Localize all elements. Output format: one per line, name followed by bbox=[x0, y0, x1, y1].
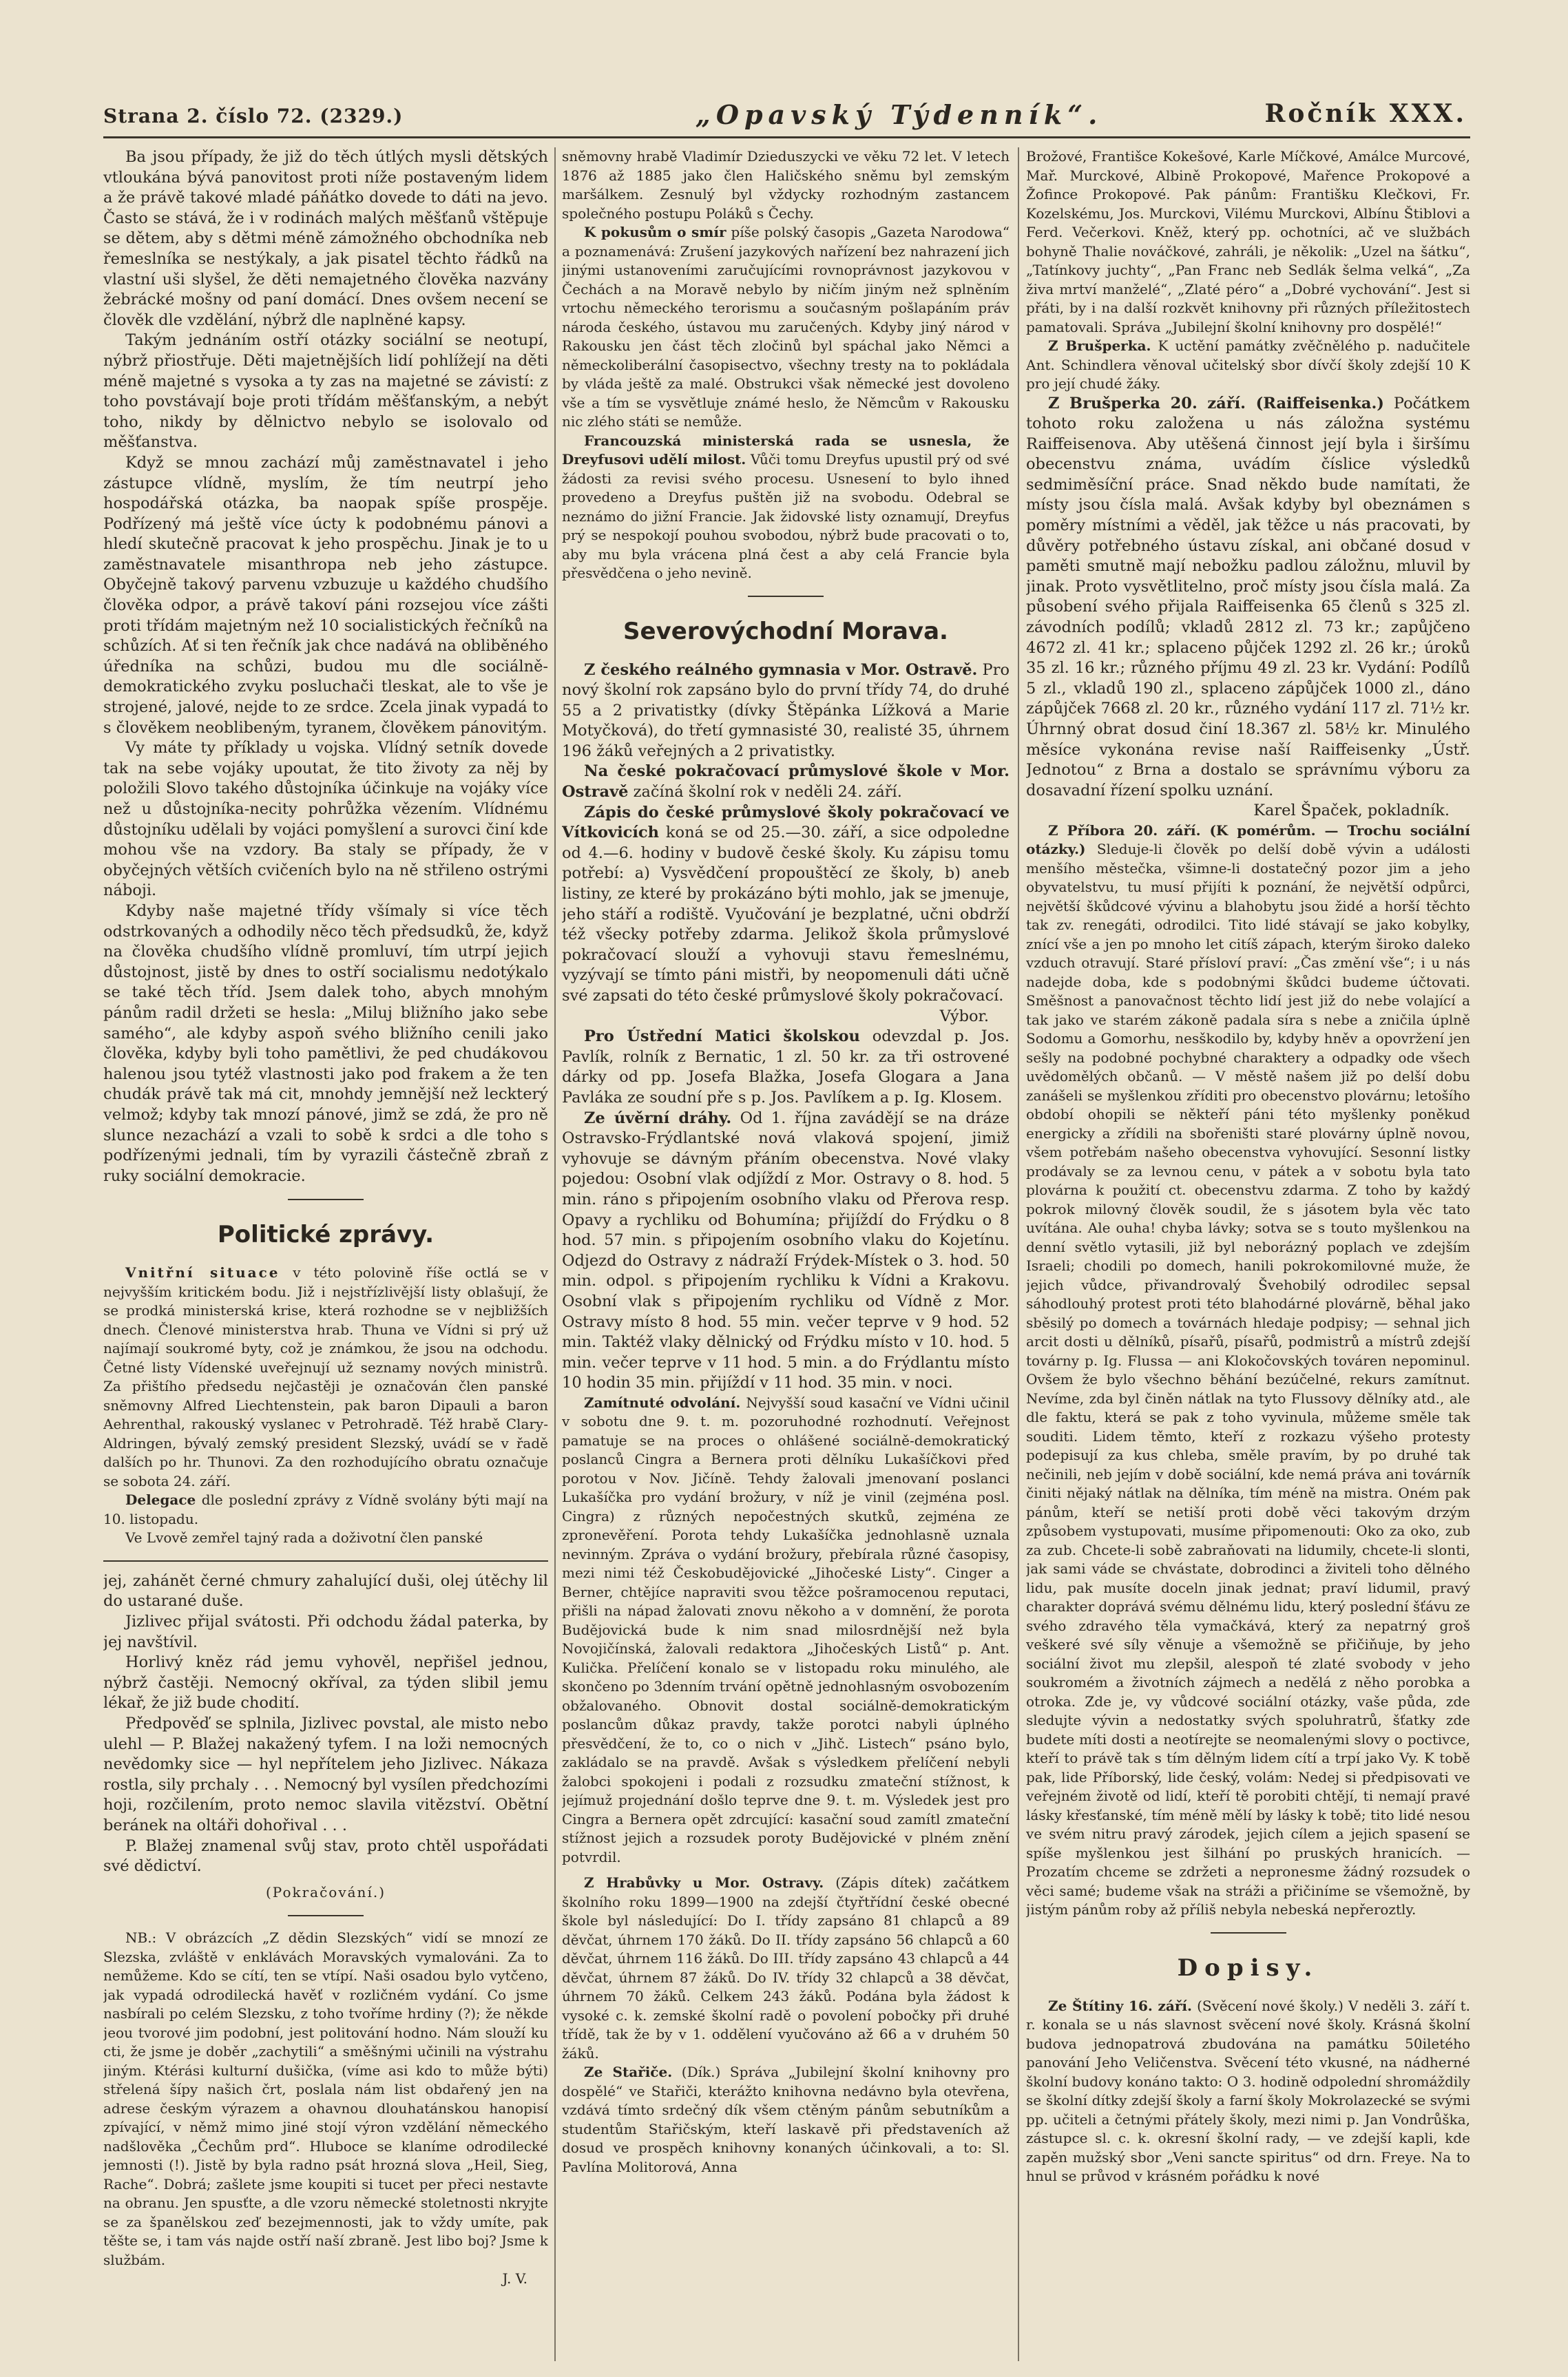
editor-note: NB.: V obrázcích „Z dědin Slezských“ vidí se mnozí ze Slezska, zvláště v enklávách Moravských vymalováni. Za to nemůžeme. Kdo se cítí, ten se vtípí. Naši osadou bylo vytčeno, jak vypadá odrodilecká havěť v rozličném vydání. Co jsme nasbírali po celém Slezsku, z toho tvoříme hrdiny (?); že někde jeou tvorové jim podobní, jest politování hodno. Nám slouží ku cti, že jsme je doběr „zachytili“ a směšnými učinili na výstrahu jiným. Ktérási kulturní dušička, (víme asi kdo to může býti) střelená šípy našich črt, poslala nám list obdařený jen na adrese českým výrazem a ohavnou dlouhatánskou hanopisí zpívající, v němž mimo jiné stojí výron vzdělání německého nadšlověka „Čechům prd“. Hluboce se klaníme odrodilecké jemnosti (!). Jistě by byla radno psát hrozná slova „Heil, Sieg, Rache“. Dobrá; zašlete jsme koupiti si tucet per přeci nestavte na obranu. Jen spusťte, a dle vzoru německé stoletnosti nkryjte se za španělskou zeď bezejmennosti, jak to vždy umíte, pak těšte se, i tam vás najde ostří naší zbraně. Jest libo boj? Jsme k službám. bbox=[103, 1929, 548, 2268]
article-paragraph: Kdyby naše majetné třídy všímaly si více těch odstrkovaných a odhodily něco těch předsudků, že, když na člověka chudšího vlídně promluví, tím utrpí jejich důstojnost, jistě by dnes to ostří socialismu nedotýkalo se také těch tříd. Jsem dalek toho, abych mnohým pánům radil držeti se hesla: „Miluj bližního jako sebe samého“, ale kdyby aspoň svého bližního cenili jako člověka, kdyby byli toho pamětlivi, že ped chudákovou halenou jsou tytéž vlastnosti jako pod frakem a že ten chudák právě tak má cit, mnohdy jemnější než leckterý velmož; kdyby tak mnozí pánové, jimž se zdá, že pro ně slunce nezachází a vzali to sobě k srdci a dle toho s podřízenými jednali, tím by vyrazili částečně zbraň z ruky sociální demokracie. bbox=[103, 901, 548, 1185]
column-1 bbox=[103, 147, 548, 2365]
news-item bbox=[1026, 394, 1470, 802]
news-item-lead: Delegace bbox=[125, 1491, 196, 1509]
news-item-lead: Francouzská ministerská rada se usnesla, že Dreyfusovi udělí milost. bbox=[562, 432, 1010, 468]
news-item bbox=[562, 660, 1010, 762]
news-item-lead: Z Příbora 20. září. (K pomérům. — Trochu sociální otázky.) bbox=[1026, 821, 1470, 858]
news-item: Ve Lvově zemřel tajný rada a doživotní člen panské bbox=[125, 1529, 483, 1547]
column-separator bbox=[1018, 147, 1019, 2361]
news-item-text: (Svěcení nové školy.) V neděli 3. září t. r. konala se u nás slavnost svěcení nové školy. Krásná školní budova jednopatrová zbudována na památku 50iletého panování Jeho Veličenstva. Svěcení této vkusné, na nádherné školní budovy konáno takto: O 3. hodině odpolední shromáždily se školní dítky zdejší školy a farní školy Mokrolazecké se svými pp. učiteli a četnými přátely školy, mezi nimi p. Jan Vondrůška, zástupce sl. c. k. okresní školní rady, — ve zdejší kapli, kde zapěn mužský sbor „Veni sancte spiritus“ od drn. Freye. Na to hnul se průvod v krásném pořádku k nové bbox=[1026, 1997, 1470, 2185]
news-item-text: dle poslední zprávy z Vídně svolány býti mají na 10. listopadu. bbox=[103, 1491, 548, 1527]
news-item bbox=[562, 223, 1010, 432]
item-signature: Výbor. bbox=[939, 1007, 989, 1025]
volume-number: Ročník XXX. bbox=[1264, 99, 1467, 128]
news-item-lead: K pokusům o smír bbox=[584, 224, 726, 240]
news-item bbox=[562, 2063, 1010, 2177]
newspaper-title: „Opavský Týdenník“. bbox=[696, 99, 1103, 130]
column-2 bbox=[562, 147, 1010, 2365]
serial-paragraph: jej, zahánět černé chmury zahalující duši, olej útěchy lil do ustarané duše. bbox=[103, 1571, 548, 1611]
article-paragraph: Vy máte ty příklady u vojska. Vlídný setník dovede tak na sebe vojáky upoutat, že tito životy za něj by položili Slovo takého důstojníka účinkuje na vojáky více než u důstojníka-necity pohrůžka vězením. Vlídnému důstojníku udělali by vojáci pomyšlení a surovci činí kde mohou vše na vzdory. Ba staly se případy, že v obyčejných větších cvičeních bylo na ně střileno ostrými náboji. bbox=[103, 739, 548, 900]
news-item-text: odevzdal p. Jos. Pavlík, rolník z Bernatic, 1 zl. 50 kr. za tři ostrovené dárky od pp. Josefa Blažka, Josefa Glogara a Jana Pavláka ze soudní pře s p. Jos. Pavlíkem a p. Ig. Klosem. bbox=[562, 1027, 1010, 1107]
news-item bbox=[562, 803, 1010, 1007]
news-item-text: (Zápis dítek) začátkem školního roku 1899—1900 na zdejší čtyřtřídní české obecné škole byl následující: Do I. třídy zapsáno 81 chlapců a 89 děvčat, úhrnem 170 žáků. Do II. třídy zapsáno 56 chlapců a 60 děvčat, úhrnem 116 žáků. Do III. třídy zapsáno 43 chlapců a 44 děvčat, úhrnem 87 žáků. Do IV. třídy 32 chlapců a 38 děvčat, úhrnem 70 žáků. Celkem 243 žáků. Podána byla žádost k vysoké c. k. zemské školní radě o povolení pobočky při druhé třídě, tak že by v 1. oddělení vyučováno až 66 a v druhém 50 žáků. bbox=[562, 1874, 1010, 2062]
news-item-lead: Z Brušperka. bbox=[1048, 337, 1151, 354]
header-rule bbox=[103, 136, 1470, 138]
news-item: Brožové, Františce Kokešové, Karle Míčkové, Amálce Murcové, Mař. Murckové, Albině Prokopové, Mařence Prokopové a Žofince Prokopové. Pak pánům: Františku Klečkovi, Fr. Kozelskému, Jos. Murckovi, Vilému Murckovi, Albínu Štiblovi a Ferd. Večerkovi. Kněž, který pp. ochotníci, ač ve službách bohyně Thalie nováčkové, zahráli, je několik: „Uzel na šátku“, „Tatínkovy juchty“, „Pan Franc neb Sedlák šelma velká“, „Za živa mrtví manželé“, „Zlaté péro“ a „Dobré vychování“. Jest si přáti, by i na další rozkvět knihovny při různých příležitostech pamatovali. Správa „Jubilejní školní knihovny pro dospělé!“ bbox=[1026, 148, 1470, 335]
page-number: Strana 2. číslo 72. (2329.) bbox=[103, 105, 404, 127]
news-item-lead: Vnitřní situace bbox=[125, 1264, 280, 1281]
section-title-politics: Politické zprávy. bbox=[217, 1221, 435, 1249]
divider bbox=[103, 1560, 548, 1562]
news-item bbox=[562, 432, 1010, 583]
column-3 bbox=[1026, 147, 1470, 2365]
news-item: sněmovny hrabě Vladimír Dzieduszycki ve věku 72 let. V letech 1876 až 1885 jako člen Haličského sněmu byl zemským maršálkem. Zesnulý byl vždycky rozhodným zastancem společného postupu Poláků s Čechy. bbox=[562, 148, 1010, 222]
news-item-lead: Zamítnuté odvolání. bbox=[584, 1394, 741, 1411]
news-item-lead: Z Brušperka 20. září. (Raiffeisenka.) bbox=[1048, 394, 1384, 412]
news-item bbox=[1026, 821, 1470, 1920]
news-item-lead: Ze Stařiče. bbox=[584, 2064, 673, 2081]
news-item bbox=[103, 1264, 548, 1491]
news-item-text: koná se od 25.—30. září, a sice odpoledne od 4.—6. hodiny v budově české školy. Ku zápisu tomu potřebí: a) Vysvědčení propouštěcí ze školy, b) aneb listiny, ze které by prokázáno býti mohlo, jak se jmenuje, jeho stáří a rodiště. Vyučování je bezplatné, učni obdrží též všecky potřeby zdarma. Jelikož škola průmyslové pokračovací slouží a vyhovuji stavu řemeslnému, vyzývají se tímto páni mistři, by neopomenuli dáti učně své zapsati do této české průmyslové školy pokračovací. bbox=[562, 824, 1010, 1005]
to-be-continued: (Pokračování.) bbox=[266, 1883, 386, 1900]
news-item-lead: Ze Štítiny 16. září. bbox=[1048, 1997, 1192, 2014]
news-item bbox=[1026, 337, 1470, 394]
news-item-text: (Dík.) Správa „Jubilejní školní knihovny pro dospělé“ ve Stařiči, kterážto knihovna nedávno byla otevřena, vzdává tímto srdečný dík všem ctěným pánům sebutníkům a studentům Stařičským, kteří laskavě při představeních až dosud ve prospěch knihovny konaných účinkovali, a to: Sl. Pavlína Molitorová, Anna bbox=[562, 2064, 1010, 2175]
news-item-text: Vůči tomu Dreyfus upustil prý od své žádosti za revisi svého procesu. Usnesení to bylo ihned provedeno a Dreyfus puštěn již na svobodu. Odebral se neznámo do jižní Francie. Jak židovské listy oznamují, Dreyfus prý se nespokojí pouhou svobodou, nýbrž bude pracovati o to, aby mu byla vrácena plná čest a aby celá Francie byla přesvědčena o jeho nevině. bbox=[562, 451, 1010, 581]
news-item bbox=[562, 1027, 1010, 1108]
serial-paragraph: Horlivý kněz rád jemu vyhověl, nepřišel jednou, nýbrž častěji. Nemocný okříval, za týden slibil jemu lékař, že již bude chodití. bbox=[103, 1653, 548, 1713]
serial-paragraph: Předpověď se splnila, Jizlivec povstal, ale misto nebo ulehl — P. Blažej nakažený tyfem. I na loži nemocných nevědomky sice — hyl nepřítelem jeho Jizlivec. Nákaza rostla, sily prchaly . . . Nemocný byl vysílen předchozími hoji, rozčilením, proto nemoc slavila vitězství. Obětní beránek na oltáři dohořival . . . bbox=[103, 1714, 548, 1834]
news-item-lead: Na české pokračovací průmyslové škole v Mor. Ostravě bbox=[562, 762, 1010, 802]
section-title-letters: Dopisy. bbox=[1177, 1954, 1319, 1982]
news-item-lead: Z českého reálného gymnasia v Mor. Ostravě. bbox=[584, 660, 978, 679]
section-title-region: Severovýchodní Morava. bbox=[623, 617, 948, 645]
news-item-text: Pro nový školní rok zapsáno bylo do první třídy 74, do druhé 55 a 2 privatistky (dívky Štěpánka Lížková a Marie Motyčková), do třetí gymnasisté 30, realisté 35, úhrnem 196 žáků veřejných a 2 privatistky. bbox=[562, 660, 1010, 760]
serial-paragraph: Jizlivec přijal svátosti. Při odchodu žádal paterka, by jej navštívil. bbox=[103, 1612, 548, 1651]
news-item-text: píše polský časopis „Gazeta Narodowa“ a poznamenává: Zrušení jazykových nařízení bez nahrazení jich jinými ustanoveními zaručujícími rovnoprávnost jazykovou v Čechách a na Moravě nebylo by ničím jiným než splněním vrtochu německého terorismu a současným pošlapáním práv národa českého, ústavou mu zaručených. Kdyby jiný národ v Rakousku jen část těch zločinů byl spáchal jako Němci a německoliberální časopisectvo, všechny tresty na to pokládala by vláda ještě za malé. Obstrukci však německé jest dovoleno vše a tím se vysvětluje známé heslo, že Němcům v Rakousku nic zlého státi se nemůže. bbox=[562, 224, 1010, 430]
news-item bbox=[562, 1874, 1010, 2063]
divider bbox=[748, 596, 824, 597]
news-item-lead: Z Hrabůvky u Mor. Ostravy. bbox=[584, 1874, 824, 1892]
divider bbox=[288, 1915, 364, 1916]
news-item bbox=[103, 1491, 548, 1529]
divider bbox=[288, 1199, 364, 1200]
news-item bbox=[562, 762, 1010, 802]
news-item bbox=[562, 1394, 1010, 1867]
news-item-text: Počátkem tohoto roku založena u nás záložna systému Raiffeisenova. Aby utěšená činnost její byla i širšímu obecenstvu známa, uvádím číslice výsledků sedmiměsíční práce. Snad někdo bude namítati, že místy jsou čísla malá. Avšak kdyby byl obeznámen s poměry místními a věděl, jak těžce u nás pracovati, by důvěry potřebného ústavu získal, ani občané dosud v paměti smutně mají nebožku padlou záložnu, mluvil by jinak. Proto vysvětlitelno, proč místy jsou čísla malá. Za působení svého přijala Raiffeisenka 65 členů s 325 zl. závodních podílů; vkladů 2812 zl. 73 kr.; zapůjčeno 4672 zl. 41 kr.; splaceno půjček 1292 zl. 26 kr.; úroků 35 zl. 16 kr.; různého příjmu 49 zl. 23 kr. Vydání: Podílů 5 zl., vkladů 190 zl., splaceno zápůjček 1000 zl., dáno zápůjček 7668 zl. 20 kr., různého vydání 117 zl. 71½ kr. Úhrnný obrat dosud činí 18.367 zl. 58½ kr. Minulého měsíce vykonána revise naší Raiffeisenky „Ústř. Jednotou“ z Brna a dostalo se správnímu výboru za dosavadní řízení spolku uznání. bbox=[1026, 394, 1470, 799]
news-item-lead: Zápis do české průmyslové školy pokračovací ve Vítkovicích bbox=[562, 803, 1010, 842]
news-item-lead: Ze úvěrní dráhy. bbox=[584, 1109, 732, 1127]
news-item-lead: Pro Ústřední Matici školskou bbox=[584, 1027, 860, 1046]
news-item-text: Od 1. října zavádějí se na dráze Ostravsko-Frýdlantské nová vlaková spojení, jimiž vyhovuje se dávným přáním obecenstva. Nové vlaky pojedou: Osobní vlak odjíždí z Mor. Ostravy o 8. hod. 5 min. ráno s připojením osobního vlaku od Přerova resp. Opavy a rychliku od Bohumína; přijíždí do Frýdku o 8 hod. 57 min. s připojením osobního vlaku do Kojetínu. Odjezd do Ostravy z nádraží Frýdek-Místek o 3. hod. 50 min. odpol. s připojením rychliku k Vídni a Krakovu. Osobní vlak s připojením rychliku od Vídně z Mor. Ostravy místo 8 hod. 55 min. večer teprve v 9 hod. 52 min. Taktéž vlaky dělnický od Frýdku místo v 10. hod. 5 min. večer teprve v 11 hod. 5 min. a do Frýdlantu místo 10 hodin 35 min. přijíždí v 11 hod. 35 min. v noci. bbox=[562, 1109, 1010, 1392]
serial-paragraph: P. Blažej znamenal svůj stav, proto chtěl uspořádati své dědictví. bbox=[103, 1836, 548, 1876]
news-item-text: v této polovině říše octlá se v nejvyšším kritickém bodu. Již i nejstřízlivější listy oblašují, že se prodká ministerská krise, která rozhodne se v nejbližších dnech. Členové ministerstva hrab. Thuna ve Vídni si prý už najímají soukromé byty, což je známkou, že jsou na odchodu. Četné listy Vídenské uveřejnují už seznamy nových ministrů. Za přištího předsedu nejčastěji je označován člen panské sněmovny Alfred Liechtenstein, pak baron Dipauli a baron Aehrenthal, rakouský vyslanec v Petrohradě. Též hrabě Clary-Aldringen, bývalý zemský president Slezský, uvádí se v řadě dalších po hr. Thunovi. Za den rozhodujícího obratu označuje se sobota 24. září. bbox=[103, 1264, 548, 1489]
news-item bbox=[562, 1109, 1010, 1394]
news-item-text: začíná školní rok v neděli 24. září. bbox=[628, 783, 902, 802]
article-paragraph: Když se mnou zachází můj zaměstnavatel i jeho zástupce vlídně, myslím, že tím neutrpí jeho hospodářská otázka, ba naopak spíše prospěje. Podřízený má ještě více úcty k podobnému pánovi a hledí skutečně pracovat k jeho prospěchu. Jinak je to u zaměstnavatele misanthropa neb jeho zástupce. Obyčejně takový parvenu vzbuzuje u každého chudšího člověka odpor, a právě takoví páni rozsejou více zášti proti třídám majetným než 10 socialistických řečníků na schůzích. Ať si ten řečník jak chce nadává na obliběného úředníka na schůzi, budou mu dle sociálně-demokratického zvyku posluchači tleskat, ale to vše je strojené, jalové, nejde to ze srdce. Zcela jinak vypadá to s člověkem neoblibeným, tyranem, člověkem pánovitým. bbox=[103, 453, 548, 737]
news-item-text: Nejvyšší soud kasační ve Vídni učinil v sobotu dne 9. t. m. pozoruhodné rozhodnutí. Veřejnost pamatuje se na proces o ohlášené sociálně-demokratický poslanců Cingra a Bernera proti dělníku Lukašíčkovi před porotou v Nov. Jičíně. Tehdy žalovali jmenovaní poslanci Lukašíčka pro vydání brožury, v níž je vinil (zejména posl. Cingra) z různých nepočestných skutků, zejména ze zpronevěření. Porota tehdy Lukašíčka jednohlasně uznala nevinným. Zpráva o vydání brožury, přebírala různé časopisy, mezi nimi též Českobudějovické „Jihočeské Listy“. Cinger a Berner, chtějíce napraviti svou těžce pošramocenou reputaci, přišli na nápad žalovati znovu někoho a v domnění, že porota Budějovická bude k nim snad milosrdnější než byla Novojičínská, žalovali redaktora „Jihočeských Listů“ p. Ant. Kulička. Přelíčení konalo se v listopadu roku minulého, ale skončeno po 3denním trvání opětně jednohlasným osvobozením obžalovaného. Obnovit dostal sociálně-demokratickým poslancům důkaz pravdy, takže porotci nabyli úplného přesvědčení, že to, co o nich v „Jihč. Listech“ psáno bylo, zakládalo se na pravdě. Avšak s výsledkem přelíčení nebyli žalobci spokojeni i podali z rozsudku zmateční stížnost, k jejímuž projednání došlo teprve dne 9. t. m. Výsledek jest pro Cingra a Bernera opět zdrcující: kasační soud zamítl zmateční stížnost jejich a rozsudek poroty Budějovické v plném znění potvrdil. bbox=[562, 1394, 1010, 1865]
article-paragraph: Takým jednáním ostří otázky sociální se neotupí, nýbrž přiostřuje. Děti majetnějších lidí pohlížejí na děti méně majetné s vysoka a ty zas na majetné se závistí: z toho povstávají boje proti třídám měšťanským, a nebýt toho, nikdy by dělnictvo nebylo se isolovalo od měšťanstva. bbox=[103, 331, 548, 452]
item-signature: Karel Špaček, pokladník. bbox=[1253, 802, 1450, 820]
note-signature: J. V. bbox=[502, 2270, 527, 2287]
divider bbox=[1211, 1932, 1286, 1934]
news-item-text: Sleduje-li člověk po delší době vývin a události menšího městečka, všimne-li dostatečný pozor jim a jeho obyvatelstvu, tu musí přijíti k poznání, že největší odpůrci, největší škůdcové vývinu a blahobytu jsou židé a horší těchto tak zv. renegáti, odrodilci. Tito lidé stávají se jako kobylky, znící vše a jen po mnoho let citíš zápach, kterým široko daleko vzduch otravují. Staré přísloví praví: „Čas změní vše“; i u nás nadejde doba, kde s podobnými škůdci budeme účtovati. Směšnost a panovačnost těchto lidí jest již do nebe volající a tak jako ve starém zákoně padala síra s nebe a zničila úplně Sodomu a Gomorhu, nesškodilo by, kdyby hněv a opovržení jen sešly na podobné pochybné charaktery a odpadky ode všech uvědomělých občanů. — V městě našem již po delší dobu zanášeli se myšlenkou zříditi pro obecenstvo plovárnu; letošího období ohopili se někteří páni této myšlenky poněkud energicky a zřídili na sbořeništi staré plovárny úplně novou, všem potřebám našeho obecenstva vyhovující. Sesonní listky prodávaly se za levnou cenu, v pátek a v sobotu byla tato plovárna k použití ct. obecenstvu zdarma. Z toho by každý pokrok milovný člověk soudil, že s jásotem byla věc tato uvítána. Ale ouha! chyba lávky; sotva se s touto myšlenkou na denní světlo vytasili, již byl neborázný poplach ve zdejším Israeli; chodili po domech, hanili pokrokomilovné muže, že jejich vůdce, přivandrovalý Švehobilý odrodilec sepsal sáhodlouhý protest proti této blahodárné plovárně, běhal jako sběsilý po domech a továrnách hledaje podpisy; — sehnal jich arcit dosti u dělníků, písařů, písařů, podmistrů a místrů zdejší továrny p. Ig. Flussa — ani Klokočovských továren nepominul. Ovšem že bylo všechno běhání bezúčelné, rekurs zamítnut. Nevíme, zda byl činěn nátlak na tyto Flussovy dělníky atd., ale dle faktu, která se pak z toho vyvinula, můžeme směle tak souditi. Lidem těmto, kteří z rozkazu výšeho protesty podepisují za kus chleba, směle pravím, by po druhé tak nečinili, neb jejím v době sociální, kde nemá práva ani továrník činiti nějaký nátlak na dělníka, tím méně na mistra. Oném pak pánům, kteří se netiší proti době věci takovým drzým způsobem vystupovati, musíme připomenouti: Oko za oko, zub za zub. Chcete-li sobě zabraňovati na lidumily, chcete-li slonti, jak sami váde se chvástate, dobrodinci a živiteli toho dělného lidu, pak musíte doceln jinak jednat; praví lidumil, pravý charakter doprává svému dělnému lidu, který poslední šťávu ze svého zdravého těla vymačkává, který za nepatrný groš veškeré své síly věnuje a všemožně se přičiňuje, by jeho sociální život mu zlepšil, alespoň té zlaté svobody v jeho soukromém a životních zájmech a nedělá z něho porobka a otroka. Zde je, vy vůdcové sociální otázky, vaše půda, zde sledujte vývin a nedostatky svých spoluhratrů, šťatky zde budete míti dosti a neotírejte se neomalenými slovy o poctivce, kteří to právě tak s tím dělným lidem cítí a trpí jako Vy. K tobě pak, lide Příborský, lide český, volám: Nedej si předpisovati ve veřejném životě od lidí, kteří tě porobiti chtějí, ti nemají pravé lásky křesťanské, tím méně mělí by lásky k tobě; tito lidé nesou ve svém nitru pravý zárodek, jejich cílem a jejich spasení se spíše myšlenkou jest šilhání po pruských hranicích. — Prozatím chceme se zdržeti a nepronesme žádný rozsudek o věci samé; budeme však na stráži a přičiníme se všemožně, by jistým pánům roby až příliš nebyla nebeská nepřeroztly. bbox=[1026, 841, 1470, 1918]
news-item-text: K uctění památky zvěčnělého p. nadučitele Ant. Schindlera věnoval učitelský sbor dívčí školy zdejší 10 K pro její chudé žáky. bbox=[1026, 337, 1470, 392]
news-item bbox=[1026, 1997, 1470, 2186]
page-header bbox=[103, 98, 1467, 136]
article-paragraph: Ba jsou případy, že již do těch útlých mysli dětských vtloukána bývá panovitost proti níže postaveným lidem a že právě takové mladé páňátko dovede to dáti na jevo. Často se stává, že i v rodinách malých měšťanů vštěpuje se dětem, aby s dětmi méně zámožného obchodníka neb řemeslníka se nestýkaly, a jak pisatel těchto řádků na vlastní uši slyšel, že děti nemajetného člověka nazvány žebrácké mošny od paní domácí. Dnes ovšem necení se člověk dle vzdělání, nýbrž dle naplněné kapsy. bbox=[103, 148, 548, 329]
column-separator bbox=[554, 147, 556, 2361]
